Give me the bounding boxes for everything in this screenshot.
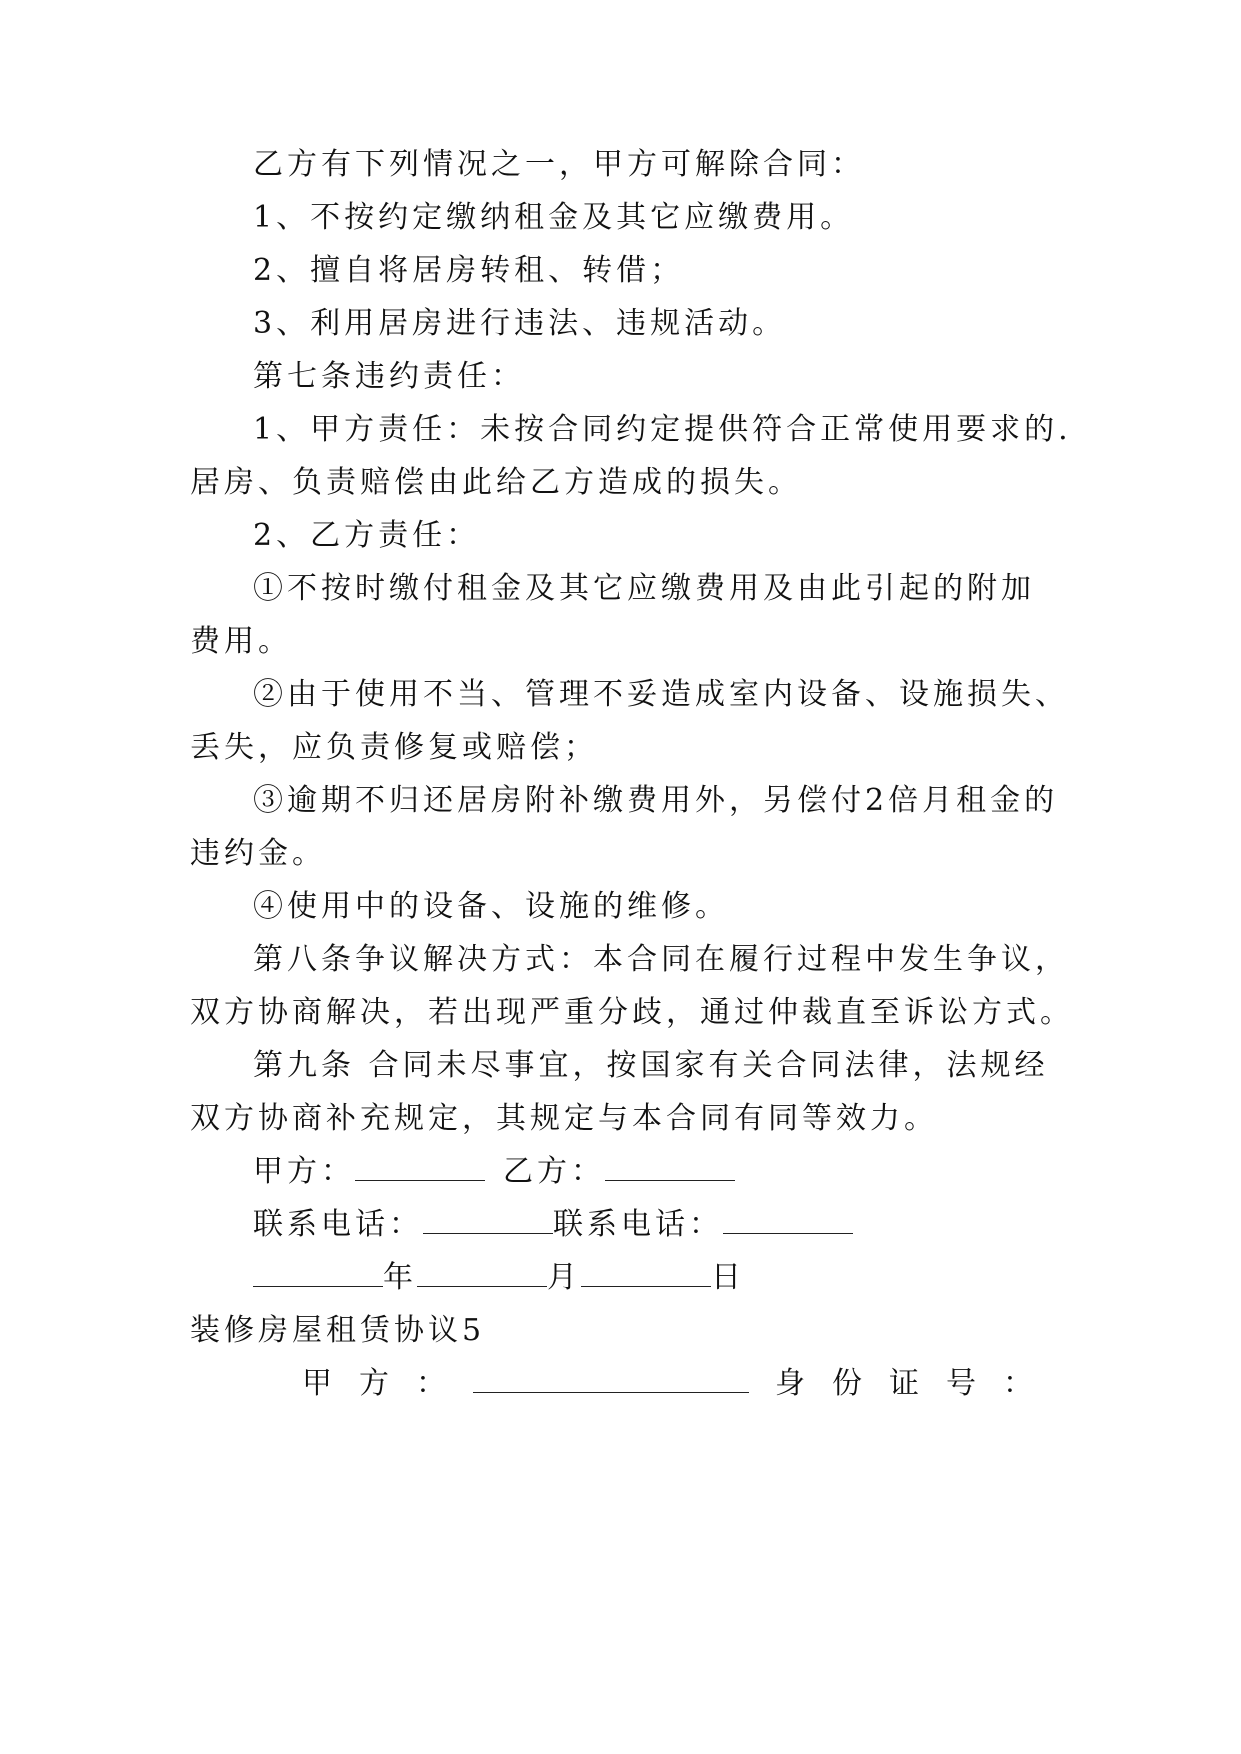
paragraph-line: 双方协商补充规定，其规定与本合同有同等效力。 [190,1101,938,1136]
paragraph-line: 丢失，应负责修复或赔偿； [190,730,598,765]
next-party-a-label: 甲方： [302,1366,473,1401]
next-party-a-blank[interactable] [473,1364,749,1393]
paragraph-line: 费用。 [190,624,292,659]
signature-phone-line [253,1205,853,1245]
article-heading: 第七条违约责任： [253,359,525,394]
phone-b-blank[interactable] [723,1205,853,1234]
paragraph-line: 2、擅自将居房转租、转借； [253,253,685,288]
paragraph-line: 3、利用居房进行违法、违规活动。 [253,306,787,341]
paragraph-line: 乙方有下列情况之一，甲方可解除合同： [253,147,865,182]
next-party-header [302,1364,1060,1404]
signature-parties-line [253,1152,735,1192]
month-blank[interactable] [417,1258,547,1287]
paragraph-line: 2、乙方责任： [253,518,481,553]
phone-label-b: 联系电话： [553,1207,723,1242]
paragraph-line: ①不按时缴付租金及其它应缴费用及由此引起的附加 [253,571,1035,606]
paragraph-line: 1、不按约定缴纳租金及其它应缴费用。 [253,200,855,235]
paragraph-line: 1、甲方责任：未按合同约定提供符合正常使用要求的. [253,412,1072,447]
party-b-blank[interactable] [605,1152,735,1181]
year-label: 年 [383,1260,417,1295]
phone-label-a: 联系电话： [253,1207,423,1242]
day-label: 日 [711,1260,745,1295]
party-b-label: 乙方： [503,1154,605,1189]
paragraph-line: 违约金。 [190,836,326,871]
paragraph-line: ④使用中的设备、设施的维修。 [253,889,729,924]
id-number-label: 身份证号： [775,1366,1060,1401]
paragraph-line: 第九条 合同未尽事宜，按国家有关合同法律，法规经 [253,1048,1049,1083]
day-blank[interactable] [581,1258,711,1287]
section-title: 装修房屋租赁协议5 [190,1313,486,1348]
month-label: 月 [547,1260,581,1295]
signature-date-line [253,1258,745,1298]
paragraph-line: 双方协商解决，若出现严重分歧，通过仲裁直至诉讼方式。 [190,995,1074,1030]
party-a-blank[interactable] [355,1152,485,1181]
year-blank[interactable] [253,1258,383,1287]
paragraph-line: 居房、负责赔偿由此给乙方造成的损失。 [190,465,802,500]
paragraph-line: 第八条争议解决方式：本合同在履行过程中发生争议， [253,942,1069,977]
paragraph-line: ②由于使用不当、管理不妥造成室内设备、设施损失、 [253,677,1069,712]
party-a-label: 甲方： [253,1154,355,1189]
phone-a-blank[interactable] [423,1205,553,1234]
paragraph-line: ③逾期不归还居房附补缴费用外，另偿付2倍月租金的 [253,783,1059,818]
